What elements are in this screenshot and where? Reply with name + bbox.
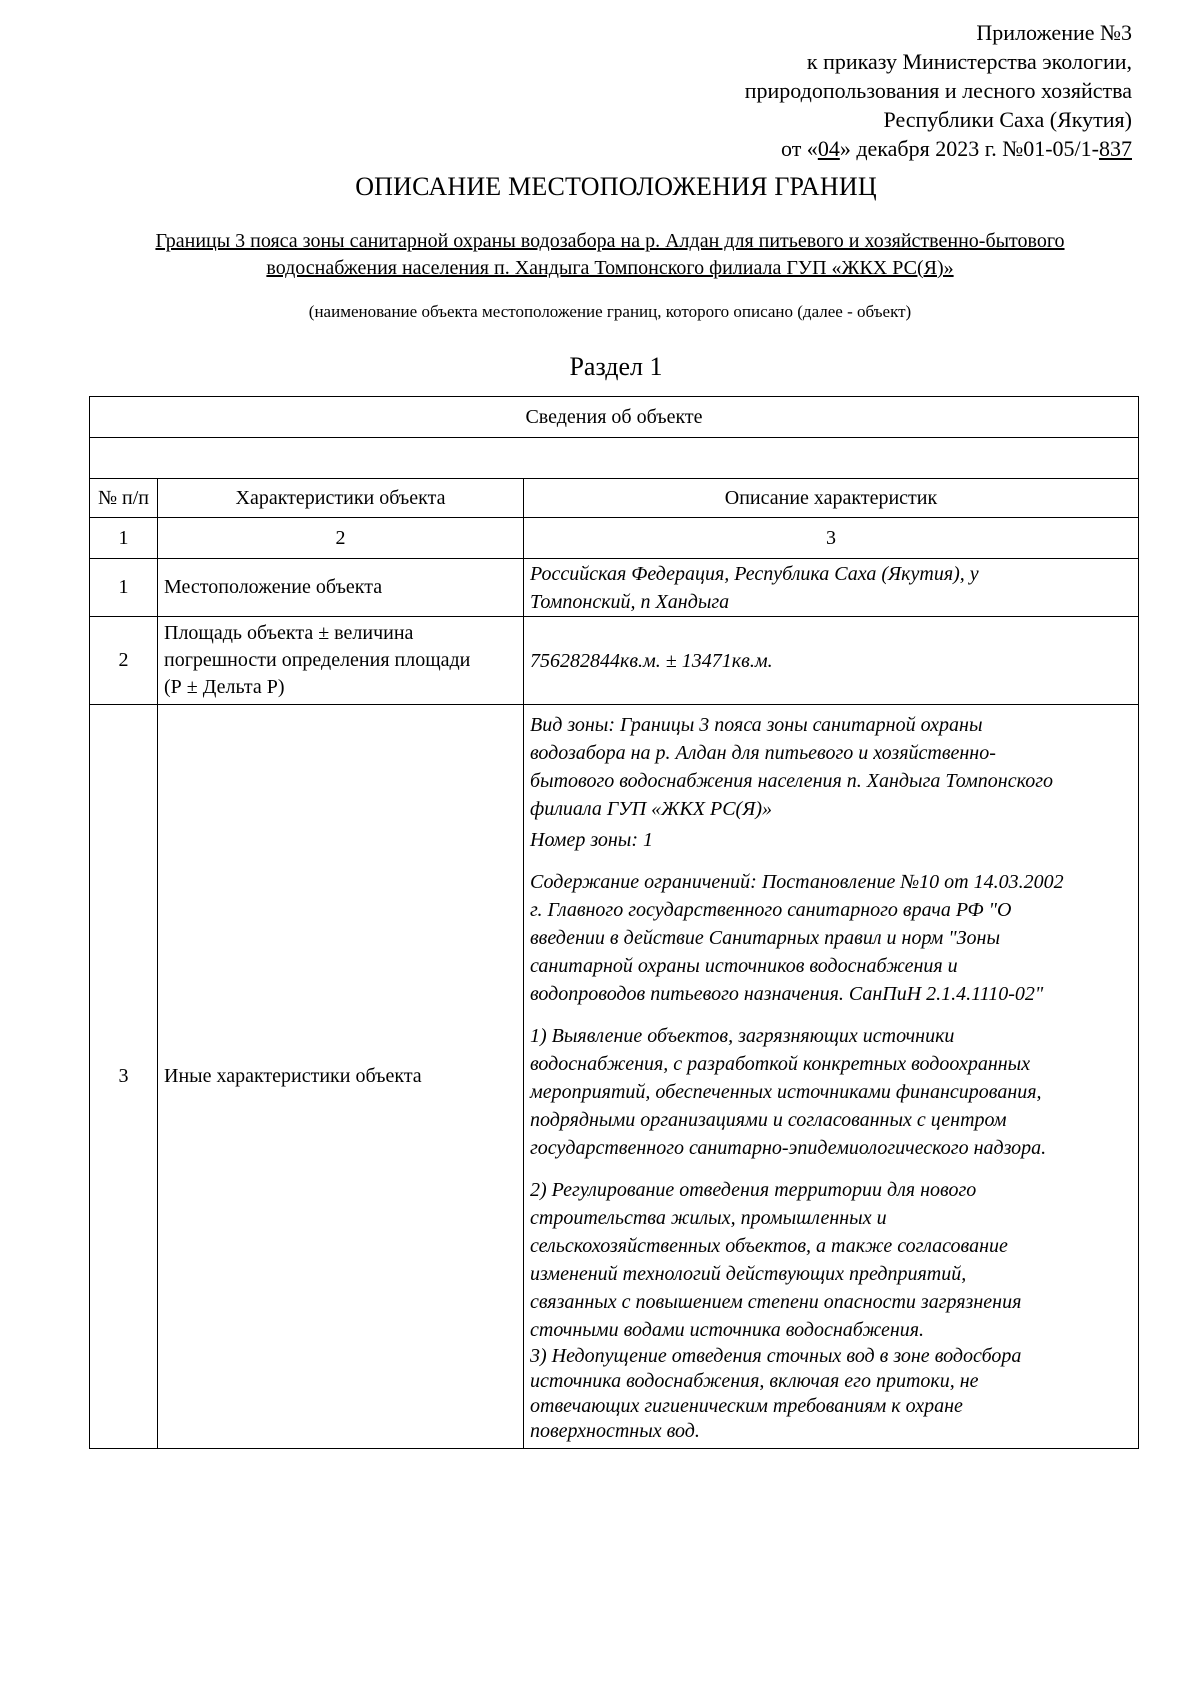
object-name: [88, 228, 1132, 282]
empty-cell: [90, 438, 1139, 479]
date-day: 04: [817, 136, 840, 161]
row-description: 756282844кв.м. ± 13471кв.м.: [524, 617, 1139, 705]
table-row: [90, 559, 1139, 617]
zone-type-line: водозабора на р. Алдан для питьевого и хозяйственно-: [530, 742, 996, 764]
table-caption: Сведения об объекте: [90, 397, 1139, 438]
column-number: 3: [524, 518, 1139, 559]
object-name-line: водоснабжения населения п. Хандыга Томпонского филиала ГУП «ЖКХ РС(Я)»: [266, 257, 954, 279]
column-number: 2: [158, 518, 524, 559]
row-characteristic: [158, 617, 524, 705]
row-description: [524, 559, 1139, 617]
characteristic-line: погрешности определения площади: [164, 649, 471, 671]
document-header: [432, 18, 1132, 163]
page-title: ОПИСАНИЕ МЕСТОПОЛОЖЕНИЯ ГРАНИЦ: [355, 172, 877, 201]
row-characteristic: Местоположение объекта: [158, 559, 524, 617]
item1-line: государственного санитарно-эпидемиологического надзора.: [530, 1137, 1047, 1159]
table-empty-row: [90, 438, 1139, 479]
header-characteristic: Характеристики объекта: [158, 479, 524, 518]
item2-line: сточными водами источника водоснабжения.: [530, 1319, 925, 1341]
item1-line: 1) Выявление объектов, загрязняющих источники: [530, 1025, 955, 1047]
zone-type-line: бытового водоснабжения населения п. Хандыга Томпонского: [530, 770, 1053, 792]
date-prefix: от «: [780, 136, 818, 161]
item1-line: подрядными организациями и согласованных с центром: [530, 1109, 1007, 1131]
row-number: 3: [90, 705, 158, 1449]
table-caption-row: [90, 397, 1139, 438]
row-description: [524, 705, 1139, 1449]
republic-line: Республики Саха (Якутия): [883, 107, 1132, 132]
description-line: Российская Федерация, Республика Саха (Якутия), у: [530, 562, 979, 585]
table-row: [90, 617, 1139, 705]
row-characteristic: Иные характеристики объекта: [158, 705, 524, 1449]
table-row: [90, 705, 1139, 1449]
appendix-label: Приложение №3: [976, 20, 1132, 45]
restrictions-line: водопроводов питьевого назначения. СанПиН 2.1.4.1110-02": [530, 983, 1044, 1005]
item2-line: связанных с повышением степени опасности загрязнения: [530, 1291, 1022, 1313]
restrictions-line: введении в действие Санитарных правил и норм "Зоны: [530, 927, 1000, 949]
row-number: 2: [90, 617, 158, 705]
date-mid: » декабря 2023 г. №01-05/1-: [839, 136, 1099, 161]
restrictions-line: Содержание ограничений: Постановление №10 от 14.03.2002: [530, 871, 1064, 893]
item2-line: сельскохозяйственных объектов, а также согласование: [530, 1235, 1008, 1257]
section-title: Раздел 1: [569, 352, 663, 381]
zone-type-line: филиала ГУП «ЖКХ РС(Я)»: [530, 798, 773, 820]
restrictions-line: санитарной охраны источников водоснабжения и: [530, 955, 958, 977]
characteristic-line: (Р ± Дельта Р): [164, 676, 285, 698]
order-date-line: [432, 134, 1132, 163]
item2-line: изменений технологий действующих предприятий,: [530, 1263, 967, 1285]
description-line: Томпонский, п Хандыга: [530, 590, 730, 613]
order-reference-line: к приказу Министерства экологии,: [806, 49, 1132, 74]
object-caption: (наименование объекта местоположение границ, которого описано (далее - объект): [308, 302, 912, 321]
zone-number: Номер зоны: 1: [530, 829, 653, 851]
item3-line: поверхностных вод.: [530, 1420, 700, 1442]
table-header-row: [90, 479, 1139, 518]
characteristic-line: Площадь объекта ± величина: [164, 622, 414, 644]
item1-line: водоснабжения, с разработкой конкретных водоохранных: [530, 1053, 1031, 1075]
item2-line: строительства жилых, промышленных и: [530, 1207, 887, 1229]
zone-type-line: Вид зоны: Границы 3 пояса зоны санитарной охраны: [530, 714, 983, 736]
restrictions-line: г. Главного государственного санитарного врача РФ "О: [530, 899, 1012, 921]
object-info-table: [89, 396, 1139, 1449]
item3-line: источника водоснабжения, включая его притоки, не: [530, 1370, 979, 1392]
ministry-line: природопользования и лесного хозяйства: [744, 78, 1132, 103]
row-number: 1: [90, 559, 158, 617]
item2-line: 2) Регулирование отведения территории для нового: [530, 1179, 977, 1201]
header-description: Описание характеристик: [524, 479, 1139, 518]
object-name-line: Границы 3 пояса зоны санитарной охраны водозабора на р. Алдан для питьевого и хозяйственно-бытового: [155, 230, 1065, 252]
item3-line: 3) Недопущение отведения сточных вод в зоне водосбора: [530, 1345, 1022, 1367]
column-number: 1: [90, 518, 158, 559]
column-numbers-row: [90, 518, 1139, 559]
item1-line: мероприятий, обеспеченных источниками финансирования,: [530, 1081, 1042, 1103]
header-number: № п/п: [90, 479, 158, 518]
item3-line: отвечающих гигиеническим требованиям к охране: [530, 1395, 963, 1417]
order-number: 837: [1099, 136, 1132, 161]
